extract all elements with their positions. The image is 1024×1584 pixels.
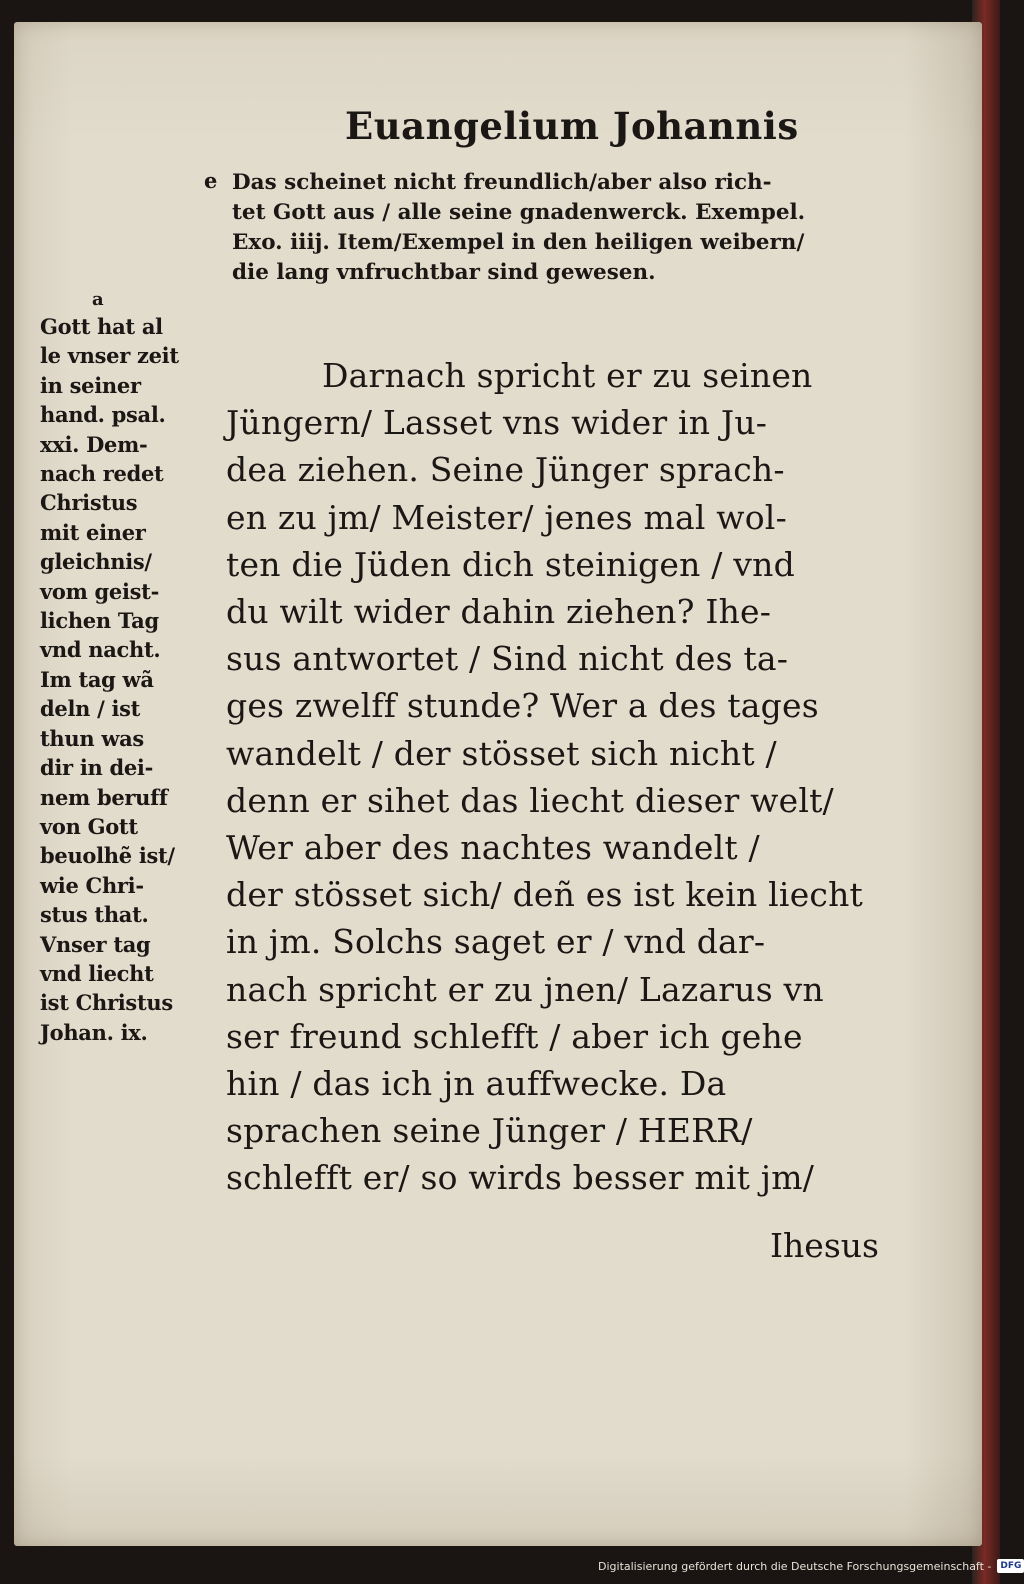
margin-line: mit einer	[40, 519, 146, 545]
margin-line: vnd nacht.	[40, 637, 161, 663]
body-line: dea ziehen. Seine Jünger sprach-	[226, 450, 785, 490]
marginal-gloss	[40, 288, 220, 1047]
margin-line: ist Christus	[40, 990, 173, 1016]
margin-line: vom geist-	[40, 578, 160, 604]
margin-line: thun was	[40, 725, 144, 751]
margin-line: stus that.	[40, 902, 149, 928]
body-line: ten die Jüden dich steinigen / vnd	[226, 544, 795, 584]
margin-line: vnd liecht	[40, 960, 154, 986]
body-line: denn er sihet das liecht dieser welt/	[226, 780, 834, 820]
commentary-note	[204, 168, 932, 288]
body-line: ser freund schlefft / aber ich gehe	[226, 1016, 803, 1056]
body-line: schlefft er/ so wirds besser mit jm/	[226, 1158, 815, 1198]
margin-line: lichen Tag	[40, 608, 159, 634]
body-line: Wer aber des nachtes wandelt /	[226, 828, 760, 868]
note-line: die lang vnfruchtbar sind gewesen.	[232, 260, 656, 285]
margin-marker: a	[92, 289, 104, 310]
running-head: Euangelium Johannis	[345, 104, 799, 148]
body-line: en zu jm/ Meister/ jenes mal wol-	[226, 497, 787, 537]
margin-line: Johan. ix.	[40, 1019, 148, 1045]
body-line: du wilt wider dahin ziehen? Ihe-	[226, 592, 772, 632]
dfg-logo: DFG	[997, 1559, 1024, 1573]
margin-line: Christus	[40, 490, 138, 516]
body-line: in jm. Solchs saget er / vnd dar-	[226, 922, 766, 962]
margin-line: nach redet	[40, 461, 164, 487]
body-line: ges zwelff stunde? Wer a des tages	[226, 686, 819, 726]
margin-line: xxi. Dem-	[40, 431, 148, 457]
main-text	[226, 352, 938, 1202]
margin-line: Gott hat al	[40, 314, 163, 339]
body-line: sus antwortet / Sind nicht des ta-	[226, 639, 789, 679]
body-line: Jüngern/ Lasset vns wider in Ju-	[226, 403, 768, 443]
margin-line: le vnser zeit	[40, 343, 179, 369]
margin-line: wie Chri-	[40, 872, 144, 898]
body-line: hin / das ich jn auffwecke. Da	[226, 1064, 727, 1104]
margin-line: von Gott	[40, 813, 138, 839]
margin-line: gleichnis/	[40, 549, 152, 575]
body-line: wandelt / der stösset sich nicht /	[226, 733, 777, 773]
digitization-credit	[598, 1556, 1024, 1576]
credit-text: Digitalisierung gefördert durch die Deutsche Forschungsgemeinschaft -	[598, 1559, 992, 1573]
body-line: der stösset sich/ deñ es ist kein liecht	[226, 875, 864, 915]
margin-line: hand. psal.	[40, 402, 166, 428]
body-line: Darnach spricht er zu seinen	[322, 356, 813, 395]
body-line: nach spricht er zu jnen/ Lazarus vn	[226, 969, 824, 1009]
margin-line: in seiner	[40, 372, 141, 398]
body-line: sprachen seine Jünger / HERR/	[226, 1111, 753, 1151]
margin-line: beuolhẽ ist/	[40, 843, 175, 869]
margin-line: nem beruff	[40, 784, 168, 810]
margin-line: Vnser tag	[40, 931, 151, 957]
note-line: Das scheinet nicht freundlich/aber also rich-	[232, 170, 772, 195]
note-line: Exo. iiij. Item/Exempel in den heiligen weibern/	[232, 230, 805, 255]
note-marker: e	[204, 168, 218, 193]
margin-line: deln / ist	[40, 696, 141, 722]
note-line: tet Gott aus / alle seine gnadenwerck. Exempel.	[232, 200, 806, 225]
margin-line: Im tag wã	[40, 666, 154, 692]
margin-line: dir in dei-	[40, 755, 154, 781]
catchword: Ihesus	[770, 1226, 879, 1265]
